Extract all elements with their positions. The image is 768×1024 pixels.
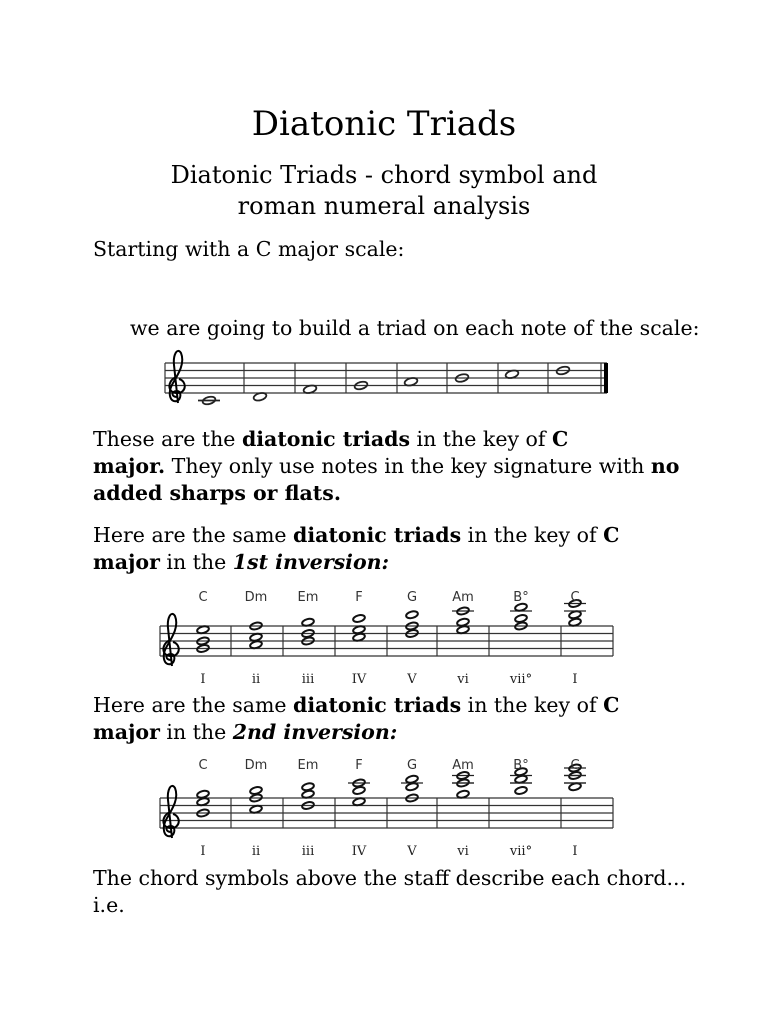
build-text: we are going to build a triad on each note of the scale: xyxy=(130,316,700,340)
chord-symbol: C xyxy=(198,590,208,605)
roman-numeral: vii° xyxy=(509,844,533,859)
chord-symbol: Am xyxy=(452,758,474,773)
roman-numeral: vi xyxy=(457,844,469,859)
paragraph-second-inversion: Here are the same diatonic triads in the key of C major in the 2nd inversion: xyxy=(93,693,620,744)
treble-clef-icon xyxy=(169,351,184,403)
chord-symbol: Am xyxy=(452,590,474,605)
chord-symbol: F xyxy=(355,758,363,773)
subtitle-line-1: Diatonic Triads - chord symbol and xyxy=(170,161,598,189)
first-inversion-staff xyxy=(155,584,625,687)
roman-numeral: vi xyxy=(457,672,469,687)
chord-symbol: C xyxy=(198,758,208,773)
chord-symbol: F xyxy=(355,590,363,605)
chord-symbol: C xyxy=(570,590,580,605)
roman-numeral: V xyxy=(407,672,417,687)
paragraph-chord-symbols: The chord symbols above the staff describe each chord... i.e. xyxy=(93,866,687,917)
chord-symbol: Dm xyxy=(244,758,268,773)
chord-symbol: G xyxy=(406,758,418,773)
page-title: Diatonic Triads xyxy=(251,104,517,144)
roman-numeral: ii xyxy=(251,672,261,687)
chord-symbol: Em xyxy=(297,758,319,773)
chord-notes xyxy=(452,771,474,799)
roman-numeral: vii° xyxy=(509,672,533,687)
paragraph-first-inversion: Here are the same diatonic triads in the key of C major in the 1st inversion: xyxy=(93,523,620,574)
treble-clef-icon xyxy=(163,614,178,666)
chord-symbol: G xyxy=(406,590,418,605)
roman-numeral: I xyxy=(200,672,206,687)
treble-clef-icon xyxy=(163,786,178,838)
chord-symbol: B° xyxy=(513,758,529,773)
second-inversion-staff xyxy=(155,752,625,859)
c-major-scale-staff xyxy=(155,345,615,405)
chord-notes xyxy=(452,606,474,634)
chord-symbol: B° xyxy=(513,590,529,605)
chord-symbol: Em xyxy=(297,590,319,605)
roman-numeral: iii xyxy=(301,844,315,859)
roman-numeral: I xyxy=(572,672,578,687)
intro-text: Starting with a C major scale: xyxy=(93,237,405,261)
chord-notes xyxy=(348,778,370,806)
roman-numeral: I xyxy=(572,844,578,859)
chord-notes xyxy=(249,786,262,814)
roman-numeral: IV xyxy=(351,844,367,859)
roman-numeral: I xyxy=(200,844,206,859)
roman-numeral: ii xyxy=(251,844,261,859)
roman-numeral: iii xyxy=(301,672,315,687)
paragraph-root-position: These are the diatonic triads in the key of C major. They only use notes in the key signature with no added sharps or flats. xyxy=(93,427,680,505)
subtitle-line-2: roman numeral analysis xyxy=(237,192,531,220)
chord-symbol: Dm xyxy=(244,590,268,605)
chord-notes xyxy=(352,614,365,642)
roman-numeral: V xyxy=(407,844,417,859)
page-subtitle xyxy=(0,160,768,222)
roman-numeral: IV xyxy=(351,672,367,687)
chord-symbol: C xyxy=(570,758,580,773)
